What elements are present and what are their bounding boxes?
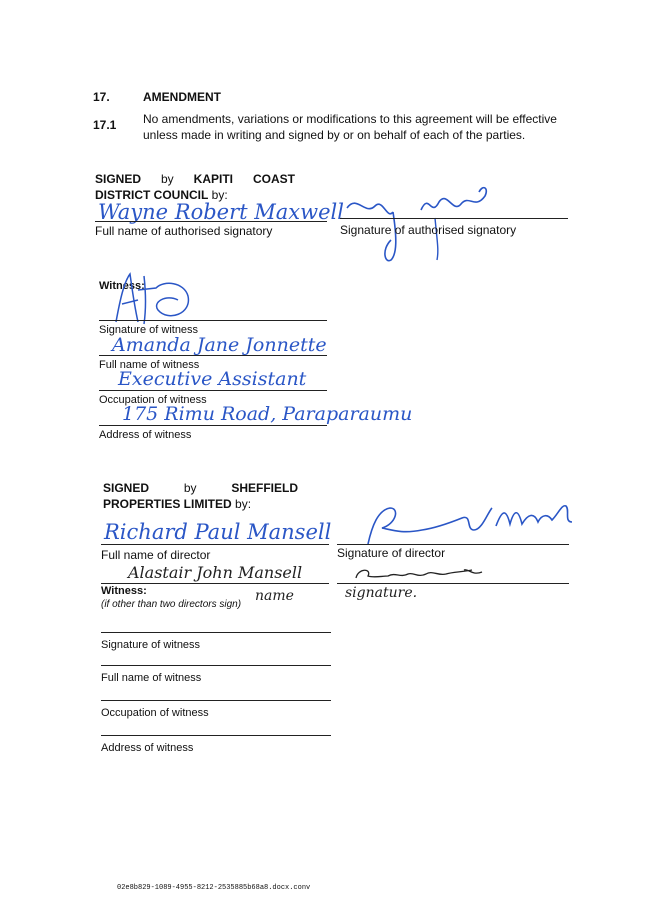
- second-director-name-note: name: [255, 588, 294, 604]
- kapiti-signature-label: Signature of authorised signatory: [340, 223, 517, 237]
- second-director-signature-note: signature.: [345, 585, 418, 601]
- sheffield-heading-line-2: [103, 496, 298, 512]
- clause-text: [143, 111, 583, 143]
- kapiti-witness-signature-label: Signature of witness: [99, 324, 199, 336]
- sheffield-heading-line-1: [103, 480, 298, 496]
- sheffield-signed: SIGNED: [103, 481, 150, 495]
- sheffield-director-signature-scribble: [362, 500, 582, 550]
- clause-text-line-1: No amendments, variations or modifications to this agreement will be effective: [143, 112, 557, 126]
- sheffield-director-signature-label: Signature of director: [337, 546, 446, 560]
- kapiti-by: by: [161, 172, 174, 186]
- second-director-name-line: [101, 583, 329, 584]
- kapiti-witness-occupation-line: [99, 390, 327, 391]
- footer-doc-id: 02e8b829-1089-4955-8212-2535885b68a8.docx.conv: [117, 884, 311, 892]
- kapiti-witness-name-handwritten: Amanda Jane Jonnette: [112, 334, 327, 356]
- kapiti-witness-name-line: [99, 355, 327, 356]
- sheffield-party-2-suffix: by:: [235, 497, 252, 511]
- kapiti-witness-signature-line: [99, 320, 327, 321]
- sheffield-signed-heading: [103, 480, 298, 512]
- sheffield-witness-signature-label: Signature of witness: [101, 639, 201, 651]
- kapiti-witness-address-line: [99, 425, 327, 426]
- kapiti-party-1: KAPITI: [193, 172, 234, 186]
- kapiti-full-name-label: Full name of authorised signatory: [95, 224, 273, 238]
- sheffield-party-1: SHEFFIELD: [231, 481, 298, 495]
- sheffield-witness-full-name-label: Full name of witness: [101, 672, 202, 684]
- sheffield-director-name-label: Full name of director: [101, 548, 211, 562]
- sheffield-by: by: [183, 481, 197, 495]
- kapiti-witness-full-name-label: Full name of witness: [99, 359, 200, 371]
- kapiti-witness-occupation-label: Occupation of witness: [99, 394, 207, 406]
- kapiti-witness-address-handwritten: 175 Rimu Road, Paraparaumu: [122, 403, 413, 425]
- kapiti-witness-occupation-handwritten: Executive Assistant: [118, 368, 307, 390]
- kapiti-signature-line: [340, 218, 568, 219]
- second-director-name-handwritten: Alastair John Mansell: [128, 563, 303, 582]
- second-director-signature-line: [337, 583, 569, 584]
- sheffield-witness-label: Witness:: [101, 585, 147, 597]
- sheffield-director-name-line: [101, 544, 329, 545]
- kapiti-party-1b: COAST: [253, 172, 295, 186]
- kapiti-witness-signature-scribble: [108, 270, 198, 330]
- section-title: AMENDMENT: [143, 90, 221, 104]
- sheffield-witness-signature-line: [101, 632, 331, 633]
- sheffield-witness-note: (if other than two directors sign): [101, 599, 242, 610]
- kapiti-witness-label: Witness:: [99, 280, 145, 292]
- clause-text-line-2: unless made in writing and signed by or on behalf of each of the parties.: [143, 128, 526, 142]
- kapiti-name-line: [95, 221, 327, 222]
- kapiti-signed-heading: [95, 171, 295, 203]
- clause-number: 17.1: [93, 118, 117, 132]
- section-number: 17.: [93, 90, 110, 104]
- sheffield-witness-address-line: [101, 735, 331, 736]
- kapiti-party-2: DISTRICT COUNCIL: [95, 188, 209, 202]
- second-director-signature-scribble: [352, 566, 487, 582]
- kapiti-signatory-name-handwritten: Wayne Robert Maxwell: [98, 200, 344, 224]
- kapiti-signed: SIGNED: [95, 172, 142, 186]
- sheffield-party-2: PROPERTIES LIMITED: [103, 497, 232, 511]
- sheffield-director-name-handwritten: Richard Paul Mansell: [104, 520, 332, 544]
- sheffield-witness-name-line: [101, 665, 331, 666]
- kapiti-party-2-suffix: by:: [211, 188, 228, 202]
- kapiti-heading-line-1: [95, 171, 295, 187]
- sheffield-witness-occupation-line: [101, 700, 331, 701]
- sheffield-witness-address-label: Address of witness: [101, 742, 194, 754]
- kapiti-witness-address-label: Address of witness: [99, 429, 192, 441]
- sheffield-witness-occupation-label: Occupation of witness: [101, 707, 209, 719]
